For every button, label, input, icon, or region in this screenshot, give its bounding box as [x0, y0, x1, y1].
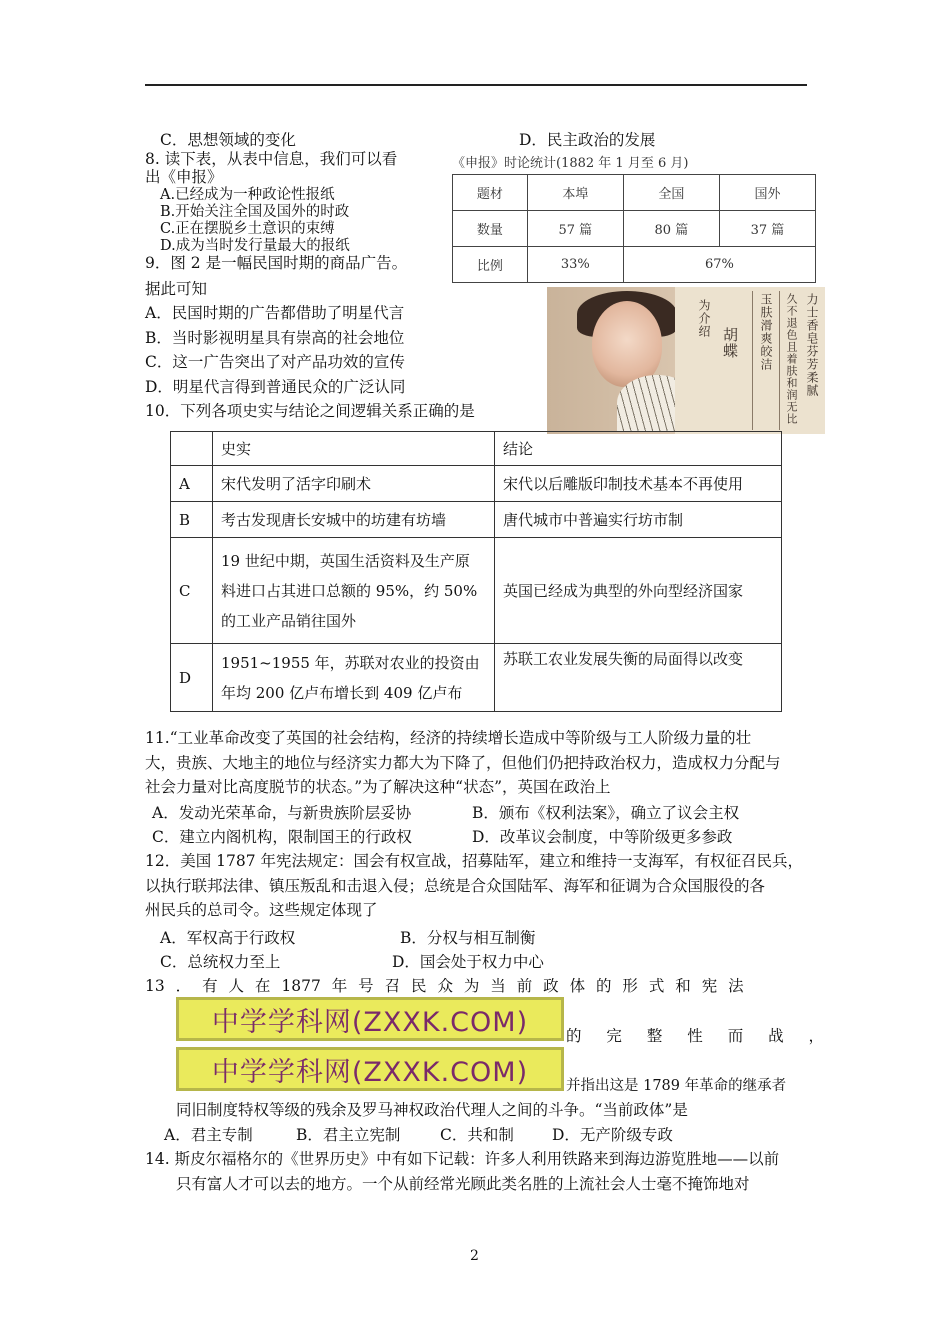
shenbao-cell: 33% — [527, 247, 623, 283]
shenbao-header-cell: 全国 — [623, 175, 719, 211]
q12-line-2: 以执行联邦法律、镇压叛乱和击退入侵；总统是合众国陆军、海军和征调为合众国服役的各 — [145, 877, 766, 895]
shenbao-cell: 37 篇 — [719, 211, 815, 247]
q9-stem-2: 据此可知 — [145, 280, 208, 298]
q9-stem-1: 9．图 2 是一幅民国时期的商品广告。 — [145, 254, 408, 272]
facts-table — [170, 431, 782, 712]
q11-line-1: 11.“工业革命改变了英国的社会结构，经济的持续增长造成中等阶级与工人阶级力量的壮 — [145, 729, 752, 747]
q13-line-3: 并指出这是 1789 年革命的继承者 — [566, 1078, 787, 1094]
q8-stem-1: 8. 读下表，从表中信息，我们可以看 — [145, 150, 398, 168]
row-conclusion: 英国已经成为典型的外向型经济国家 — [495, 538, 782, 644]
q11-line-2: 大，贵族、大地主的地位与经济实力都大为下降了，但他们仍把持政治权力，造成权力分配与 — [145, 754, 781, 772]
q7-option-d: D．民主政治的发展 — [519, 131, 656, 149]
facts-header-cell: 结论 — [495, 432, 782, 466]
page-number: 2 — [470, 1248, 479, 1264]
q13-option-b: B．君主立宪制 — [296, 1126, 401, 1144]
shenbao-header-cell: 国外 — [719, 175, 815, 211]
q11-line-3: 社会力量对比高度脱节的状态。”为了解决这种“状态”，英国在政治上 — [145, 778, 611, 796]
q14-line-1: 14. 斯皮尔福格尔的《世界历史》中有如下记载：许多人利用铁路来到海边游览胜地——以前 — [145, 1150, 780, 1168]
fact-line: 的工业产品销往国外 — [221, 611, 357, 630]
shenbao-table-caption: 《申报》时论统计(1882 年 1 月至 6 月) — [452, 156, 689, 171]
q13-option-a: A．君主专制 — [164, 1126, 253, 1144]
q9-option-d: D．明星代言得到普通民众的广泛认同 — [145, 378, 406, 396]
q11-option-c: C．建立内阁机构，限制国王的行政权 — [152, 828, 412, 846]
row-fact — [213, 644, 495, 712]
q12-line-3: 州民兵的总司令。这些规定体现了 — [145, 901, 378, 919]
fact-line: 料进口占其进口总额的 95%，约 50% — [221, 581, 478, 600]
ad-text-col: 力士香皂芬芳柔腻 — [805, 293, 819, 397]
row-fact: 宋代发明了活字印刷术 — [213, 466, 495, 502]
watermark-banner: 中学学科网(ZXXK.COM) — [176, 997, 564, 1041]
q13-line-2: 的 完 整 性 而 战 ， — [566, 1027, 825, 1045]
row-conclusion: 宋代以后雕版印制技术基本不再使用 — [495, 466, 782, 502]
q11-option-d: D．改革议会制度，中等阶级更多参政 — [472, 828, 733, 846]
row-fact — [213, 538, 495, 644]
q12-line-1: 12．美国 1787 年宪法规定：国会有权宣战，招募陆军，建立和维持一支海军，有权征召民兵， — [145, 852, 804, 870]
q9-option-a: A．民国时期的广告都借助了明星代言 — [145, 304, 405, 322]
shenbao-cell: 80 篇 — [623, 211, 719, 247]
q10-stem: 10．下列各项史实与结论之间逻辑关系正确的是 — [145, 402, 475, 420]
q13-line-4: 同旧制度特权等级的残余及罗马神权政治代理人之间的斗争。“当前政体”是 — [176, 1101, 688, 1119]
q8-option-a: A.已经成为一种政论性报纸 — [160, 187, 335, 203]
shenbao-cell: 67% — [623, 247, 815, 283]
q9-option-c: C．这一广告突出了对产品功效的宣传 — [145, 353, 405, 371]
ad-divider — [779, 291, 780, 430]
row-key: B — [171, 502, 213, 538]
q13-line-1: 13 ． 有 人 在 1877 年 号 召 民 众 为 当 前 政 体 的 形 式 和 宪 法 — [145, 977, 744, 995]
shenbao-table — [452, 174, 816, 283]
q12-option-c: C．总统权力至上 — [160, 953, 281, 971]
shenbao-cell: 比例 — [453, 247, 528, 283]
ad-face — [592, 301, 662, 387]
q12-option-b: B．分权与相互制衡 — [400, 929, 536, 947]
shenbao-header-cell: 题材 — [453, 175, 528, 211]
ad-text-col: 为介绍 — [697, 299, 711, 338]
fact-line: 年均 200 亿卢布增长到 409 亿卢布 — [221, 683, 463, 702]
header-rule — [145, 84, 807, 86]
q8-stem-2: 出《申报》 — [145, 168, 223, 186]
facts-header-cell: 史实 — [213, 432, 495, 466]
q8-option-b: B.开始关注全国及国外的时政 — [160, 204, 350, 220]
row-key: D — [171, 644, 213, 712]
q12-option-a: A．军权高于行政权 — [160, 929, 296, 947]
row-key: C — [171, 538, 213, 644]
row-conclusion: 苏联工农业发展失衡的局面得以改变 — [495, 644, 782, 712]
row-conclusion: 唐代城市中普遍实行坊市制 — [495, 502, 782, 538]
q13-option-c: C．共和制 — [440, 1126, 514, 1144]
ad-text-col: 胡蝶 — [721, 327, 739, 359]
q12-option-d: D．国会处于权力中心 — [392, 953, 544, 971]
q8-option-c: C.正在摆脱乡土意识的束缚 — [160, 221, 335, 237]
shenbao-header-cell: 本埠 — [527, 175, 623, 211]
row-fact: 考古发现唐长安城中的坊建有坊墙 — [213, 502, 495, 538]
ad-text-col: 玉肤滑爽皎洁 — [759, 293, 773, 371]
q7-option-c: C．思想领域的变化 — [160, 131, 296, 149]
ad-text-col: 久不退色且着肤和润无比 — [785, 293, 798, 425]
q11-option-a: A．发动光荣革命，与新贵族阶层妥协 — [152, 804, 412, 822]
shenbao-cell: 57 篇 — [527, 211, 623, 247]
fact-line: 19 世纪中期，英国生活资料及生产原 — [221, 551, 470, 570]
q13-option-d: D．无产阶级专政 — [552, 1126, 673, 1144]
q8-option-d: D.成为当时发行量最大的报纸 — [160, 238, 350, 254]
q9-option-b: B．当时影视明星具有崇高的社会地位 — [145, 329, 405, 347]
shenbao-cell: 数量 — [453, 211, 528, 247]
fact-line: 1951~1955 年，苏联对农业的投资由 — [221, 653, 480, 672]
facts-header-cell — [171, 432, 213, 466]
advertisement-image — [547, 287, 825, 434]
q14-line-2: 只有富人才可以去的地方。一个从前经常光顾此类名胜的上流社会人士毫不掩饰地对 — [176, 1175, 750, 1193]
q11-option-b: B．颁布《权利法案》，确立了议会主权 — [472, 804, 740, 822]
watermark-banner: 中学学科网(ZXXK.COM) — [176, 1047, 564, 1091]
row-key: A — [171, 466, 213, 502]
ad-divider — [752, 291, 753, 430]
